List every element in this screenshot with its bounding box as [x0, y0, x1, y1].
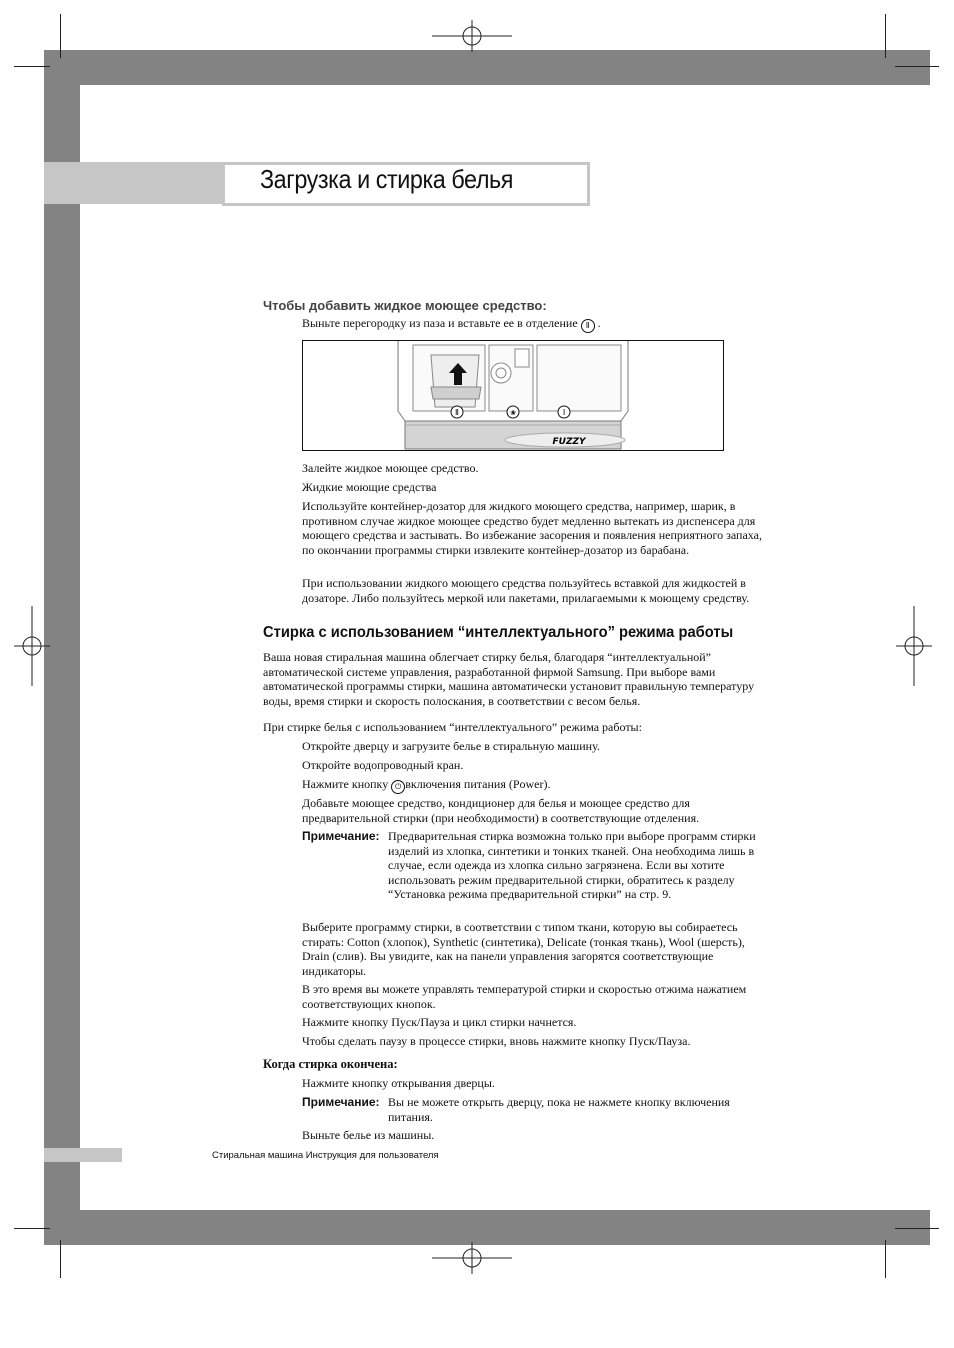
- compartment-ii-icon: Ⅱ: [581, 319, 595, 333]
- step-adjust-temperature: В это время вы можете управлять температурой стирки и скоростью отжима нажатием соответствующих кнопок.: [302, 982, 747, 1011]
- figure-label-flower: ❀: [510, 409, 516, 417]
- note-label-door: Примечание:: [302, 1095, 380, 1109]
- footer-text: Стиральная машина Инструкция для пользователя: [212, 1150, 439, 1161]
- wash-finished-heading: Когда стирка окончена:: [263, 1057, 398, 1071]
- step-press-power: Нажмите кнопку ⏻ включения питания (Power).: [302, 777, 551, 794]
- dispenser-drawer-illustration: [303, 341, 723, 450]
- liquid-detergent-paragraph-1: Используйте контейнер-дозатор для жидкого моющего средства, например, шарик, в противном случае жидкое моющее средство будет медленно вытекать из диспенсера для моющего средства и застывать. Во избежание засорения и появления неприятного запаха, по окончании программы стирки извлеките контейнер-дозатор из барабана.: [302, 499, 762, 557]
- registration-mark-top: [432, 18, 512, 54]
- step-add-detergent: Добавьте моющее средство, кондиционер для белья и моющее средство для предварительной стирки (при необходимости) в соответствующие отделения.: [302, 796, 700, 825]
- fuzzy-washing-heading: Стирка с использованием “интеллектуального” режима работы: [263, 624, 734, 641]
- step-open-tap: Откройте водопроводный кран.: [302, 758, 464, 772]
- note-label-prewash: Примечание:: [302, 829, 380, 843]
- footer-band: [44, 1148, 122, 1162]
- liquid-detergent-paragraph-2: При использовании жидкого моющего средства пользуйтесь вставкой для жидкостей в дозаторе. Либо пользуйтесь меркой или пакетами, прилагаемыми к моющему средству.: [302, 576, 750, 605]
- step-open-door: Откройте дверцу и загрузите белье в стиральную машину.: [302, 739, 600, 753]
- fuzzy-intro-paragraph: Ваша новая стиральная машина облегчает стирку белья, благодаря “интеллектуальной” автоматической системе управления, разработанной фирмой Samsung. При выборе вами автоматической программы стирки, машина автоматически установит правильную температуру воды, время стирки и скорость полоскания, в соответствии с весом белья.: [263, 650, 755, 708]
- note-text-door: Вы не можете открыть дверцу, пока не нажмете кнопку включения питания.: [388, 1095, 730, 1124]
- step-remove-laundry: Выньте белье из машины.: [302, 1128, 435, 1142]
- fuzzy-lead-text: При стирке белья с использованием “интеллектуального” режима работы:: [263, 720, 642, 734]
- step-remove-divider: Выньте перегородку из паза и вставьте ее в отделение Ⅱ .: [302, 316, 601, 333]
- frame-top-bar: [44, 50, 930, 85]
- step-press-door-button: Нажмите кнопку открывания дверцы.: [302, 1076, 495, 1090]
- liquid-detergent-heading: Чтобы добавить жидкое моющее средство:: [263, 298, 547, 313]
- registration-mark-right: [896, 606, 932, 686]
- step-pour-detergent: Залейте жидкое моющее средство.: [302, 461, 479, 475]
- figure-label-i: Ⅰ: [562, 408, 566, 417]
- title-band: [44, 162, 222, 204]
- registration-mark-bottom: [432, 1240, 512, 1276]
- liquid-detergents-label: Жидкие моющие средства: [302, 480, 437, 494]
- page-title: Загрузка и стирка белья: [260, 164, 514, 194]
- step-pause: Чтобы сделать паузу в процессе стирки, вновь нажмите кнопку Пуск/Пауза.: [302, 1034, 691, 1048]
- note-text-prewash: Предварительная стирка возможна только при выборе программ стирки изделий из хлопка, синтетики и тонких тканей. Она необходима лишь в случае, если одежда из хлопка сильно загрязнена. Если вы хотите использовать режим предварительной стирки, обратитесь к разделу “Установка режима предварительной стирки” на стр. 9.: [388, 829, 756, 901]
- power-icon: ⏻: [391, 780, 405, 794]
- figure-brand-label: FUZZY: [552, 437, 586, 447]
- step-select-program: Выберите программу стирки, в соответствии с типом ткани, которую вы собираетесь стирать: Cotton (хлопок), Synthetic (синтетика), Delicate (тонкая ткань), Wool (шерсть), Drain (слив). Вы увидите, как на панели управления загорятся соответствующие индикаторы.: [302, 920, 745, 978]
- step-press-start: Нажмите кнопку Пуск/Пауза и цикл стирки начнется.: [302, 1015, 577, 1029]
- figure-label-ii: Ⅱ: [455, 408, 459, 417]
- registration-mark-left: [14, 606, 50, 686]
- dispenser-figure: [302, 340, 724, 451]
